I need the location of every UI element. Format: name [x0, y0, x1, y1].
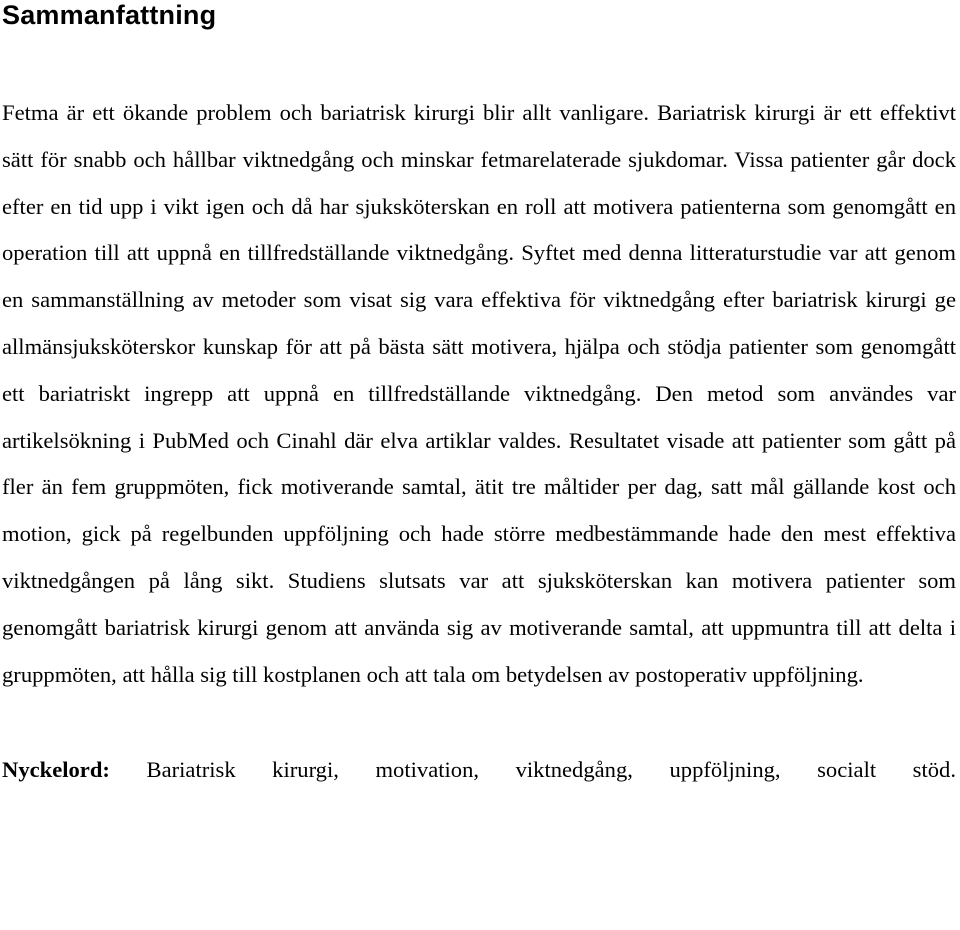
keywords-list: Bariatrisk kirurgi, motivation, viktnedgång, uppföljning, socialt stöd. [146, 757, 956, 783]
keywords-line [2, 755, 956, 785]
abstract-paragraph: Fetma är ett ökande problem och bariatrisk kirurgi blir allt vanligare. Bariatrisk kirurgi är ett effektivt sätt för snabb och hållbar viktnedgång och minskar fetmarelaterade sjukdomar. Vissa patienter går dock efter en tid upp i vikt igen och då har sjuksköterskan en roll att motivera patienterna som genomgått en operation till att uppnå en tillfredställande viktnedgång. Syftet med denna litteraturstudie var att genom en sammanställning av metoder som visat sig vara effektiva för viktnedgång efter bariatrisk kirurgi ge allmänsjuksköterskor kunskap för att på bästa sätt motivera, hjälpa och stödja patienter som genomgått ett bariatriskt ingrepp att uppnå en tillfredställande viktnedgång. Den metod som användes var artikelsökning i PubMed och Cinahl där elva artiklar valdes. Resultatet visade att patienter som gått på fler än fem gruppmöten, fick motiverande samtal, ätit tre måltider per dag, satt mål gällande kost och motion, gick på regelbunden uppföljning och hade större medbestämmande hade den mest effektiva viktnedgången på lång sikt. Studiens slutsats var att sjuksköterskan kan motivera patienter som genomgått bariatrisk kirurgi genom att använda sig av motiverande samtal, att uppmuntra till att delta i gruppmöten, att hålla sig till kostplanen och att tala om betydelsen av postoperativ uppföljning. [2, 100, 956, 687]
section-heading: Sammanfattning [2, 0, 217, 30]
keywords-label: Nyckelord: [2, 757, 110, 783]
